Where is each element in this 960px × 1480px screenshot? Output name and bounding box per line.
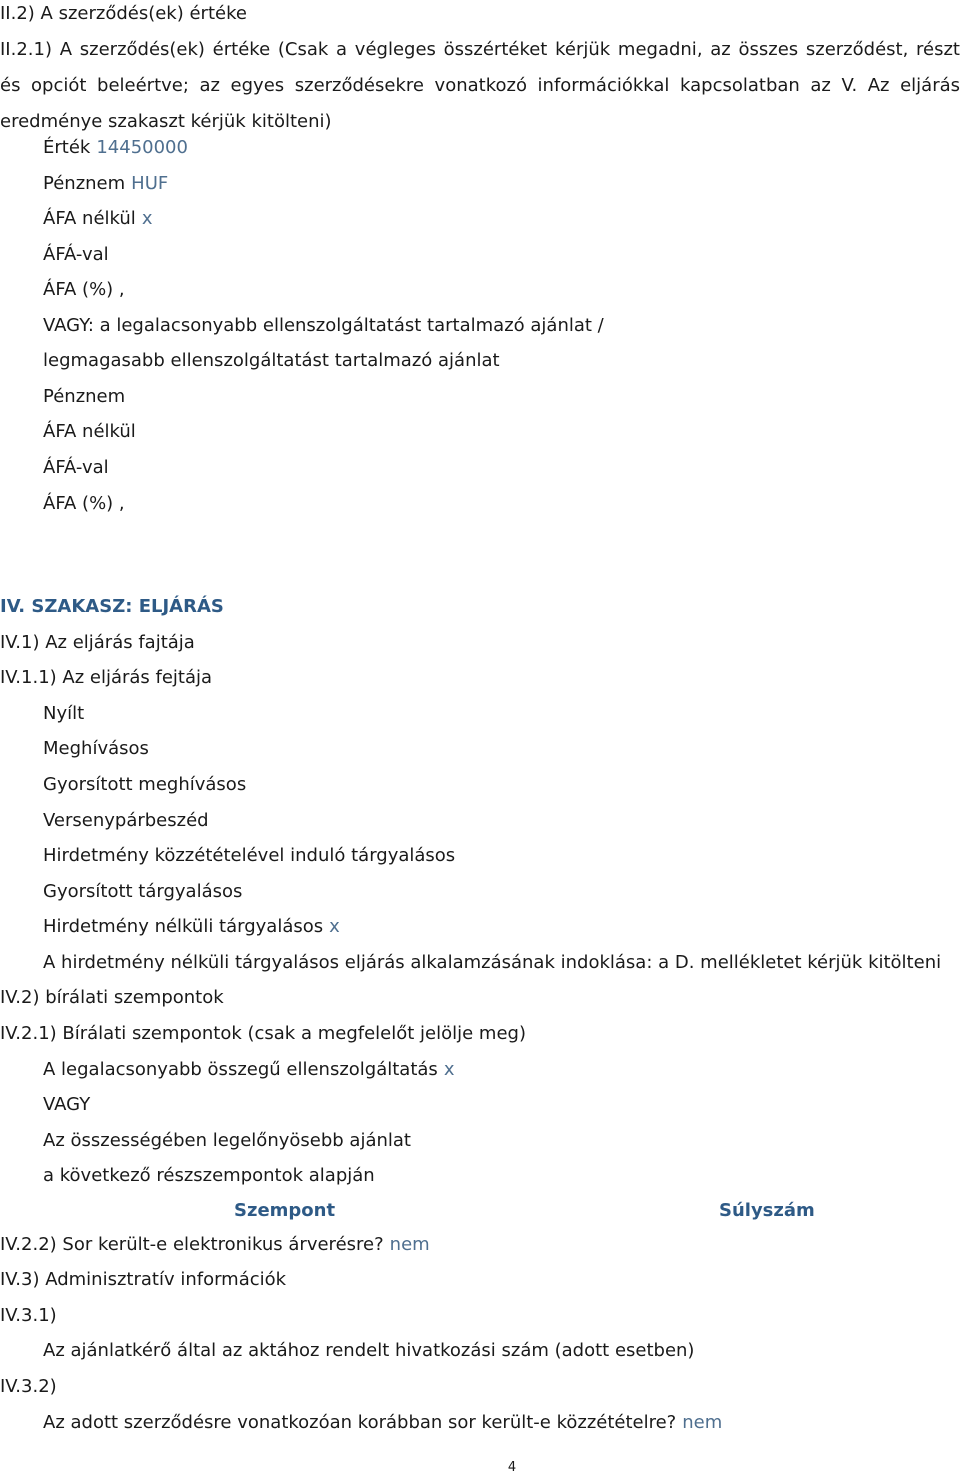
procedure-label: Hirdetmény nélküli tárgyalásos	[43, 916, 324, 937]
section-iv11-title: IV.1.1) Az eljárás fejtája	[0, 667, 213, 688]
ertek-row	[43, 130, 188, 166]
ertek-value: 14450000	[96, 137, 188, 158]
lowest-price-row	[43, 1052, 454, 1088]
sub-criteria-text: a következő részszempontok alapján	[43, 1165, 375, 1186]
section-iv1-title: IV.1) Az eljárás fajtája	[0, 632, 195, 653]
penznem2-row: Pénznem	[43, 386, 126, 407]
page-number: 4	[507, 1460, 517, 1475]
iv32-value: nem	[682, 1412, 723, 1433]
afaval-row: ÁFÁ-val	[43, 244, 109, 265]
section-iv22-row	[0, 1227, 430, 1263]
section-iv3-title: IV.3) Adminisztratív információk	[0, 1269, 287, 1290]
lowest-price-mark: x	[443, 1059, 455, 1080]
section-iv-title: IV. SZAKASZ: ELJÁRÁS	[0, 596, 224, 617]
justification-text: A hirdetmény nélküli tárgyalásos eljárás alkalamzásának indoklása: a D. mellékletet kérjük kitölteni	[43, 952, 942, 973]
afaval2-row: ÁFÁ-val	[43, 457, 109, 478]
procedure-item-selected	[43, 909, 340, 945]
section-iv31-title: IV.3.1)	[0, 1305, 57, 1326]
best-offer-text: Az összességében legelőnyösebb ajánlat	[43, 1130, 411, 1151]
section-iv2-title: IV.2) bírálati szempontok	[0, 987, 224, 1008]
vagy-line-1: VAGY: a legalacsonyabb ellenszolgáltatást tartalmazó ajánlat /	[43, 315, 604, 336]
vagy-line-2: legmagasabb ellenszolgáltatást tartalmazó ajánlat	[43, 350, 500, 371]
procedure-item: Nyílt	[43, 703, 85, 724]
afa-nelkul2-row: ÁFA nélkül	[43, 421, 136, 442]
section-ii21-intro: II.2.1) A szerződés(ek) értéke (Csak a végleges összértéket kérjük megadni, az összes szerződést, részt és opciót beleértve; az egyes szerződésekre vonatkozó információkkal kapcsolatban az V. Az eljárás eredménye szakaszt kérjük kitölteni)	[0, 39, 960, 132]
iv32-row	[43, 1405, 722, 1441]
penznem-row	[43, 166, 168, 202]
section-iv32-title: IV.3.2)	[0, 1376, 57, 1397]
procedure-item: Hirdetmény közzétételével induló tárgyalásos	[43, 845, 456, 866]
afa-pct2-row: ÁFA (%) ,	[43, 493, 125, 514]
afa-nelkul-label: ÁFA nélkül	[43, 208, 136, 229]
procedure-selected-mark: x	[329, 916, 340, 937]
section-ii2-title: II.2) A szerződés(ek) értéke	[0, 3, 247, 24]
afa-nelkul-row	[43, 201, 152, 237]
iv22-value: nem	[389, 1234, 430, 1255]
afa-pct-row: ÁFA (%) ,	[43, 279, 125, 300]
procedure-item: Meghívásos	[43, 738, 149, 759]
iv31-text: Az ajánlatkérő által az aktához rendelt hivatkozási szám (adott esetben)	[43, 1340, 695, 1361]
ertek-label: Érték	[43, 137, 91, 158]
afa-nelkul-mark: x	[141, 208, 153, 229]
vagy-text: VAGY	[43, 1094, 91, 1115]
column-header-sulyszam: Súlyszám	[719, 1200, 815, 1221]
column-header-szempont: Szempont	[234, 1200, 336, 1221]
iv32-text: Az adott szerződésre vonatkozóan korábban sor került-e közzétételre?	[43, 1412, 677, 1433]
section-iv21-title: IV.2.1) Bírálati szempontok (csak a megfelelőt jelölje meg)	[0, 1023, 526, 1044]
lowest-price-label: A legalacsonyabb összegű ellenszolgáltatás	[43, 1059, 438, 1080]
procedure-item: Gyorsított meghívásos	[43, 774, 247, 795]
procedure-item: Gyorsított tárgyalásos	[43, 881, 243, 902]
procedure-item: Versenypárbeszéd	[43, 810, 209, 831]
penznem-value: HUF	[131, 173, 169, 194]
iv22-label: IV.2.2) Sor került-e elektronikus árverésre?	[0, 1234, 384, 1255]
penznem-label: Pénznem	[43, 173, 126, 194]
